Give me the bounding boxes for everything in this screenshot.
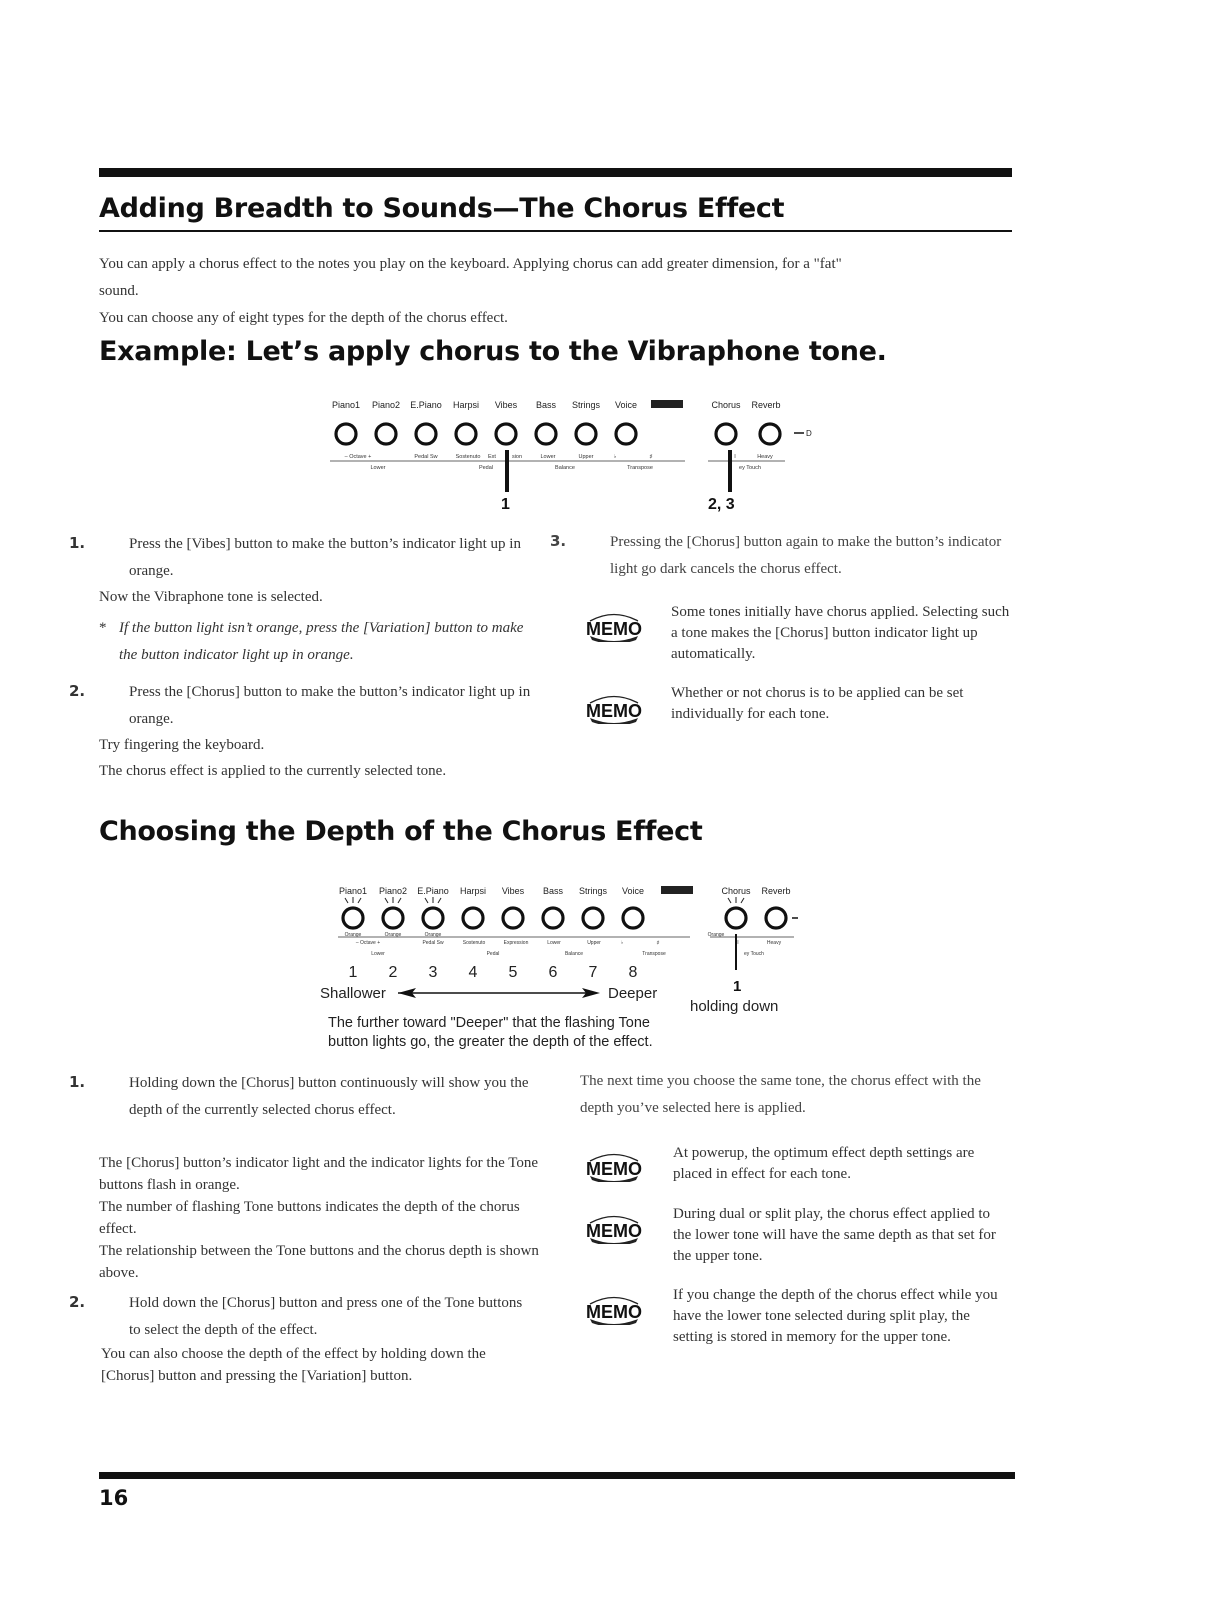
sub-label: Lower xyxy=(547,940,561,946)
memo-label: MEMO xyxy=(586,701,642,721)
group-label: Balance xyxy=(564,951,584,957)
voice-indicator-block xyxy=(661,886,693,894)
tone-button xyxy=(726,908,746,928)
result-line: The [Chorus] button’s indicator light and the indicator lights for the Tone buttons flash in orange. xyxy=(99,1155,539,1193)
group-label: Pedal xyxy=(478,465,494,471)
tone-label: Harpsi xyxy=(452,400,480,410)
step-number: 2. xyxy=(69,682,86,700)
tone-button xyxy=(766,908,786,928)
callout-line-2 xyxy=(728,450,732,492)
tone-label: Piano2 xyxy=(378,886,408,896)
depth-number: 7 xyxy=(588,964,598,981)
memo-text: During dual or split play, the chorus effect applied to the lower tone will have the same depth as that set for the upper tone. xyxy=(673,1206,996,1264)
memo-label: MEMO xyxy=(586,1159,642,1179)
panel-diagram-1 xyxy=(320,392,820,516)
step-2 xyxy=(69,1289,529,1344)
orange-label: Orange xyxy=(384,932,402,938)
memo-icon xyxy=(582,1210,646,1249)
tone-label: E.Piano xyxy=(410,400,442,410)
step-1 xyxy=(69,530,539,585)
sub-label: – Octave + xyxy=(355,940,381,946)
sub-label: Pedal Sw xyxy=(414,454,438,460)
step-1-result xyxy=(99,1152,539,1284)
d-mark: D xyxy=(806,429,812,438)
light-ray xyxy=(741,898,744,903)
tone-button xyxy=(383,908,403,928)
depth-number: 5 xyxy=(508,964,518,981)
tone-label: Vibes xyxy=(494,400,518,410)
memo-text: Whether or not chorus is to be applied can be set individually for each tone. xyxy=(671,685,964,722)
depth-number: 3 xyxy=(428,964,438,981)
caption-line: button lights go, the greater the depth of the effect. xyxy=(328,1034,653,1050)
tone-button xyxy=(543,908,563,928)
orange-label: Orange xyxy=(344,932,362,938)
memo-icon xyxy=(582,690,646,729)
tone-button xyxy=(423,908,443,928)
effect-label: Chorus xyxy=(711,400,741,410)
callout-label-1: 1 xyxy=(501,496,510,513)
tone-label: Strings xyxy=(578,886,608,896)
step-text: Hold down the [Chorus] button and press one of the Tone buttons to select the depth of the effect. xyxy=(129,1295,523,1338)
tone-button xyxy=(576,424,596,444)
tone-label: E.Piano xyxy=(417,886,449,896)
group-label: Transpose xyxy=(627,465,653,471)
memo-icon xyxy=(582,1291,646,1330)
tone-label: Piano2 xyxy=(371,400,401,410)
note xyxy=(99,615,529,669)
tone-button xyxy=(343,908,363,928)
bottom-rule xyxy=(99,1472,1015,1479)
orange-label: Orange xyxy=(707,932,725,938)
depth-number: 8 xyxy=(628,964,638,981)
memo-icon xyxy=(582,608,646,647)
tone-button xyxy=(496,424,516,444)
memo-text: If you change the depth of the chorus effect while you have the lower tone selected during split play, the setting is stored in memory for the upper tone. xyxy=(673,1287,998,1345)
tone-label: Piano1 xyxy=(331,400,361,410)
memo-label: MEMO xyxy=(586,619,642,639)
tone-button xyxy=(716,424,736,444)
result-line: The chorus effect is applied to the currently selected tone. xyxy=(99,763,447,779)
panel-diagram-2 xyxy=(316,880,826,1055)
sub-label: ♭ xyxy=(613,454,617,460)
depth-number: 4 xyxy=(468,964,478,981)
group-label: Pedal xyxy=(486,951,500,957)
sub-label: Heavy xyxy=(766,940,782,946)
callout-line-1 xyxy=(505,450,509,492)
voice-indicator-block xyxy=(651,400,683,408)
tone-label: Voice xyxy=(621,886,645,896)
intro-paragraph xyxy=(99,251,1019,332)
step-text: Holding down the [Chorus] button continuously will show you the depth of the currently selected chorus effect. xyxy=(129,1075,529,1118)
sub-label: Sostenuto xyxy=(455,454,481,460)
step-number: 1. xyxy=(69,1073,86,1091)
deeper-label: Deeper xyxy=(608,985,658,1002)
intro-line: sound. xyxy=(99,283,139,299)
depth-number: 2 xyxy=(388,964,398,981)
result-line: The relationship between the Tone buttons and the chorus depth is shown above. xyxy=(99,1243,539,1281)
step-2-result xyxy=(99,732,539,785)
shallower-label: Shallower xyxy=(320,985,386,1002)
callout-label-2: 2, 3 xyxy=(708,496,735,513)
tone-label: Piano1 xyxy=(338,886,368,896)
step-text: Press the [Chorus] button to make the button’s indicator light up in orange. xyxy=(129,684,531,727)
memo-label: MEMO xyxy=(586,1302,642,1322)
sub-label: ey Touch xyxy=(739,465,761,471)
group-label: Lower xyxy=(370,465,386,471)
sub-label: Sostenuto xyxy=(462,940,486,946)
sub-label: Upper xyxy=(578,454,594,460)
example-title: Example: Let’s apply chorus to the Vibraphone tone. xyxy=(99,336,887,367)
memo-text: Some tones initially have chorus applied. Selecting such a tone makes the [Chorus] button indicator light up automatically. xyxy=(671,604,1010,662)
tone-button xyxy=(503,908,523,928)
light-ray xyxy=(438,898,441,903)
sub-label: Ext xyxy=(488,454,496,460)
light-ray xyxy=(728,898,731,903)
callout-line xyxy=(735,934,737,970)
light-ray xyxy=(425,898,428,903)
intro-line: You can choose any of eight types for the depth of the chorus effect. xyxy=(99,310,508,326)
light-ray xyxy=(345,898,348,903)
result-line: The number of flashing Tone buttons indicates the depth of the chorus effect. xyxy=(99,1199,520,1237)
section-title: Adding Breadth to Sounds—The Chorus Effect xyxy=(99,193,1012,232)
tone-button xyxy=(336,424,356,444)
holding-down-label: holding down xyxy=(690,998,779,1015)
tone-label: Bass xyxy=(535,400,557,410)
caption-line: The further toward "Deeper" that the flashing Tone xyxy=(328,1015,650,1031)
sub-label: ♯ xyxy=(656,940,660,946)
sub-label: Pedal Sw xyxy=(422,940,444,946)
effect-label: Reverb xyxy=(751,400,781,410)
step-number: 3. xyxy=(550,532,567,550)
light-ray xyxy=(358,898,361,903)
sub-label: ♯ xyxy=(649,454,653,460)
step-1 xyxy=(69,1069,529,1124)
callout-label: 1 xyxy=(733,978,742,995)
depth-number: 1 xyxy=(348,964,358,981)
tone-button xyxy=(456,424,476,444)
sub-label: – Octave + xyxy=(344,454,372,460)
tone-label: Voice xyxy=(614,400,638,410)
page-number: 16 xyxy=(99,1486,129,1510)
step-number: 1. xyxy=(69,534,86,552)
step-1-result: Now the Vibraphone tone is selected. xyxy=(99,589,323,605)
note-text: If the button light isn’t orange, press the [Variation] button to make the button indicator light up in orange. xyxy=(119,620,524,663)
step-number: 2. xyxy=(69,1293,86,1311)
effect-label: Reverb xyxy=(761,886,791,896)
sub-label: I xyxy=(737,940,739,946)
memo-label: MEMO xyxy=(586,1221,642,1241)
group-label: Lower xyxy=(371,951,385,957)
group-label: Transpose xyxy=(642,951,666,957)
step-text: Press the [Vibes] button to make the button’s indicator light up in orange. xyxy=(129,536,521,579)
orange-label: Orange xyxy=(424,932,442,938)
sub-label: Heavy xyxy=(757,454,773,460)
light-ray xyxy=(385,898,388,903)
sub-label: ey Touch xyxy=(744,951,764,957)
tone-button xyxy=(616,424,636,444)
memo-text: At powerup, the optimum effect depth settings are placed in effect for each tone. xyxy=(673,1145,975,1182)
step-2-result: You can also choose the depth of the effect by holding down the [Chorus] button and pressing the [Variation] button. xyxy=(101,1346,486,1384)
tone-button xyxy=(376,424,396,444)
right-intro: The next time you choose the same tone, the chorus effect with the depth you’ve selected here is applied. xyxy=(580,1073,981,1116)
sub-label: ♭ xyxy=(620,940,624,946)
step-3 xyxy=(550,528,1020,583)
group-label: Balance xyxy=(555,465,575,471)
step-2 xyxy=(69,678,539,733)
section-2-title: Choosing the Depth of the Chorus Effect xyxy=(99,816,703,847)
sub-label: Lower xyxy=(540,454,556,460)
intro-line: You can apply a chorus effect to the notes you play on the keyboard. Applying chorus can add greater dimension, for a "fat" xyxy=(99,256,842,272)
tone-button xyxy=(583,908,603,928)
sub-label: Upper xyxy=(587,940,601,946)
tone-label: Strings xyxy=(571,400,601,410)
depth-number: 6 xyxy=(548,964,558,981)
sub-label: I xyxy=(734,454,736,460)
tone-label: Bass xyxy=(542,886,564,896)
result-line: Try fingering the keyboard. xyxy=(99,737,265,753)
note-star: * xyxy=(99,620,107,636)
step-text: Pressing the [Chorus] button again to make the button’s indicator light go dark cancels the chorus effect. xyxy=(610,534,1002,577)
top-rule xyxy=(99,168,1012,177)
tone-button xyxy=(416,424,436,444)
tone-button xyxy=(760,424,780,444)
tone-label: Vibes xyxy=(501,886,525,896)
tone-label: Harpsi xyxy=(459,886,487,896)
memo-icon xyxy=(582,1148,646,1187)
tone-button xyxy=(623,908,643,928)
sub-label: Expression xyxy=(503,940,529,946)
light-ray xyxy=(398,898,401,903)
sub-label: sion xyxy=(511,454,523,460)
tone-button xyxy=(536,424,556,444)
tone-button xyxy=(463,908,483,928)
effect-label: Chorus xyxy=(721,886,751,896)
